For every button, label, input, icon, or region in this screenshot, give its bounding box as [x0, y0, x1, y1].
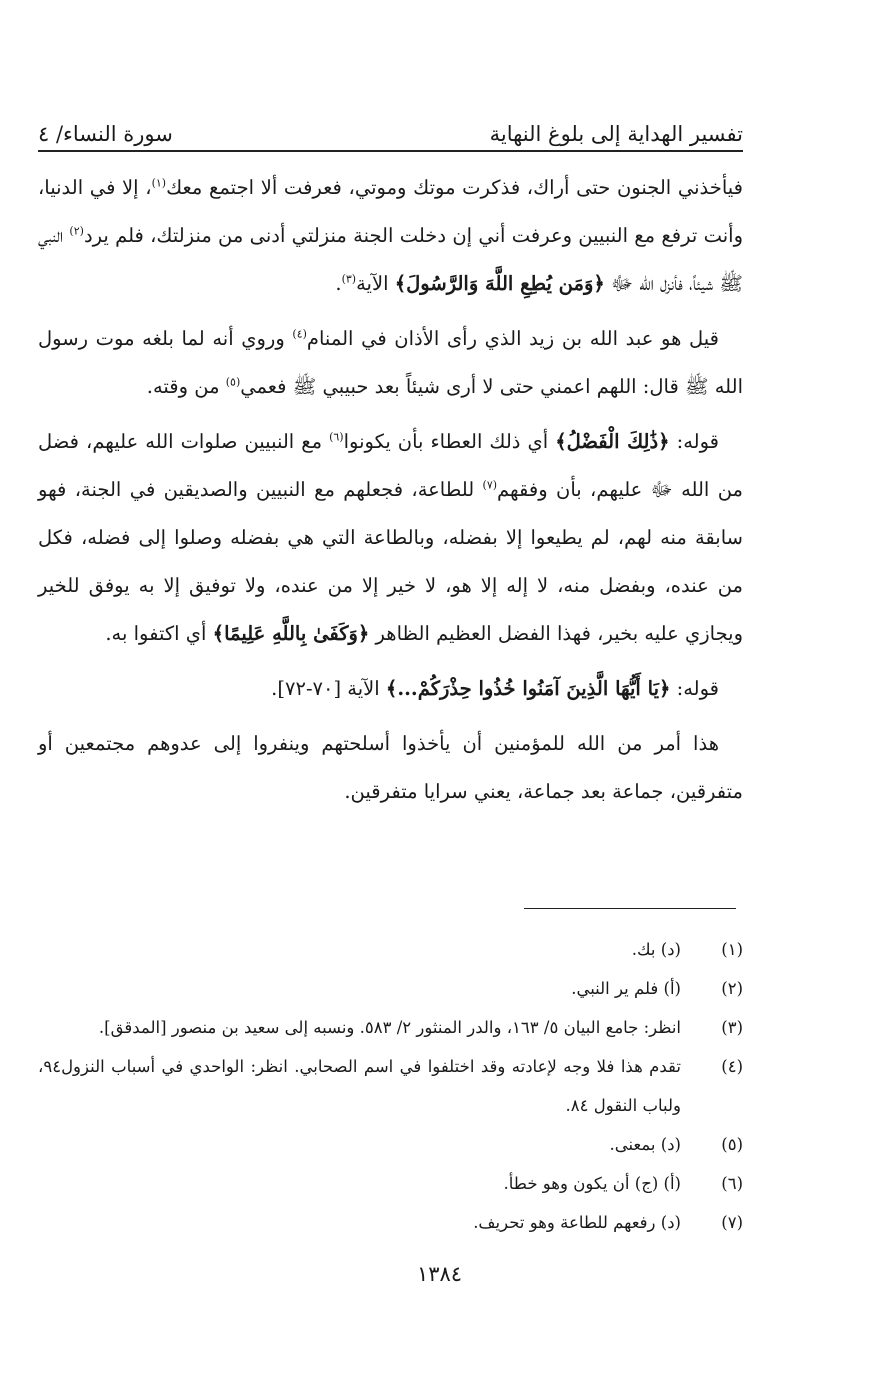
text-span: . — [335, 272, 342, 295]
text-span: وروي أنه لما بلغه موت رسول الله ﷺ قال: اللهم اعمني حتى لا أرى شيئاً بعد حبيبي ﷺ فعمي — [38, 327, 743, 398]
footnote-number: (٥) — [721, 1135, 743, 1154]
footnote-number: (٢) — [721, 979, 743, 998]
footnote-separator — [524, 908, 736, 909]
surah-reference: سورة النساء/ ٤ — [38, 122, 173, 146]
footnote-text: (أ) فلم ير النبي. — [571, 979, 681, 998]
footnote-ref-5[interactable]: (٥) — [225, 375, 241, 389]
footnote-item — [38, 1008, 743, 1047]
paragraph-4 — [38, 665, 743, 713]
text-span: قوله: — [669, 430, 720, 453]
footnote-text: انظر: جامع البيان ٥/ ١٦٣، والدر المنثور ٢/ ٥٨٣. ونسبه إلى سعيد بن منصور [المدقق]. — [98, 1018, 681, 1037]
footnote-item — [38, 930, 743, 969]
text-span: قيل هو عبد الله بن زيد الذي رأى الأذان في المنام — [306, 327, 719, 350]
page-number: ١٣٨٤ — [416, 1262, 463, 1286]
text-span: فيأخذني الجنون حتى أراك، فذكرت موتك وموتي، فعرفت ألا اجتمع معك — [166, 176, 743, 199]
book-title: تفسير الهداية إلى بلوغ النهاية — [489, 122, 743, 146]
quran-verse: ﴿يَا أَيُّهَا الَّذِينَ آمَنُوا خُذُوا حِذْرَكُمْ...﴾ — [385, 677, 671, 700]
text-span: أي اكتفوا به. — [105, 622, 213, 645]
text-span: قوله: — [670, 677, 719, 700]
footnote-ref-4[interactable]: (٤) — [292, 327, 307, 341]
paragraph-5: هذا أمر من الله للمؤمنين أن يأخذوا أسلحتهم وينفروا إلى عدوهم مجتمعين أو متفرقين، جماعة بعد جماعة، يعني سرايا متفرقين. — [38, 732, 743, 803]
running-head — [38, 112, 743, 146]
footnote-number: (٦) — [721, 1174, 743, 1193]
text-span: أي ذلك العطاء بأن يكونوا — [343, 430, 556, 453]
text-span: ، إلا في الدنيا، وأنت ترفع مع النبيين وعرفت أني إن دخلت الجنة منزلتي أدنى من منزلتك، فلم يرد — [38, 176, 743, 247]
footnote-text: (د) بمعنى. — [609, 1135, 681, 1154]
text-span: من وقته. — [146, 375, 226, 398]
footnotes — [38, 930, 743, 1242]
footnote-ref-6[interactable]: (٦) — [329, 430, 344, 444]
footnote-number: (٤) — [721, 1057, 743, 1076]
text-span: الآية — [356, 272, 395, 295]
footnote-item — [38, 1047, 743, 1125]
footnote-item — [38, 1125, 743, 1164]
footnote-text: (د) بك. — [631, 940, 681, 959]
header-rule — [38, 150, 743, 152]
paragraph-1 — [38, 164, 743, 308]
paragraph-3 — [38, 418, 743, 658]
quran-verse: ﴿وَمَن يُطِعِ اللَّهَ وَالرَّسُولَ﴾ — [394, 272, 605, 295]
quran-verse: ﴿ذَٰلِكَ الْفَضْلُ﴾ — [555, 430, 670, 453]
footnote-number: (١) — [721, 940, 743, 959]
footnote-item — [38, 1203, 743, 1242]
footnote-ref-3[interactable]: (٣) — [341, 272, 357, 286]
footnote-ref-2[interactable]: (٢) — [69, 224, 84, 238]
text-span: الآية [٧٠-٧٢]. — [271, 677, 386, 700]
text-span: مع النبيين صلوات الله عليهم، فضل من الله ﷻ عليهم، بأن وفقهم — [38, 430, 743, 501]
footnote-ref-1[interactable]: (١) — [151, 176, 167, 190]
footnote-item — [38, 1164, 743, 1203]
footnote-ref-7[interactable]: (٧) — [482, 478, 498, 492]
quran-verse: ﴿وَكَفَىٰ بِاللَّهِ عَلِيمًا﴾ — [212, 622, 370, 645]
paragraph-2 — [38, 315, 743, 411]
footnote-text: (د) رفعهم للطاعة وهو تحريف. — [473, 1213, 681, 1232]
footnote-number: (٣) — [721, 1018, 743, 1037]
footnote-number: (٧) — [721, 1213, 743, 1232]
text-span: النبي ﷺ شيئاً، فأنزل الله ﷻ — [38, 224, 743, 295]
footnote-text: تقدم هذا فلا وجه لإعادته وقد اختلفوا في اسم الصحابي. انظر: الواحدي في أسباب النزول٩٤، ولباب النقول ٨٤. — [38, 1057, 681, 1115]
text-span: للطاعة، فجعلهم مع النبيين والصديقين في الجنة، فهو سابقة منه لهم، لم يطيعوا إلا بفضله، وبالطاعة التي هي بفضله وصلوا إلى فضله، فكل من عنده، وبفضل منه، لا إله إلا هو، لا خير إلا من عنده، ولا توفيق إلا به يوفق للخير ويجازي عليه بخير، فهذا الفضل العظيم الظاهر — [38, 478, 743, 645]
main-text — [38, 164, 743, 823]
footnote-text: (أ) (ج) أن يكون وهو خطأ. — [503, 1174, 681, 1193]
footnote-item — [38, 969, 743, 1008]
